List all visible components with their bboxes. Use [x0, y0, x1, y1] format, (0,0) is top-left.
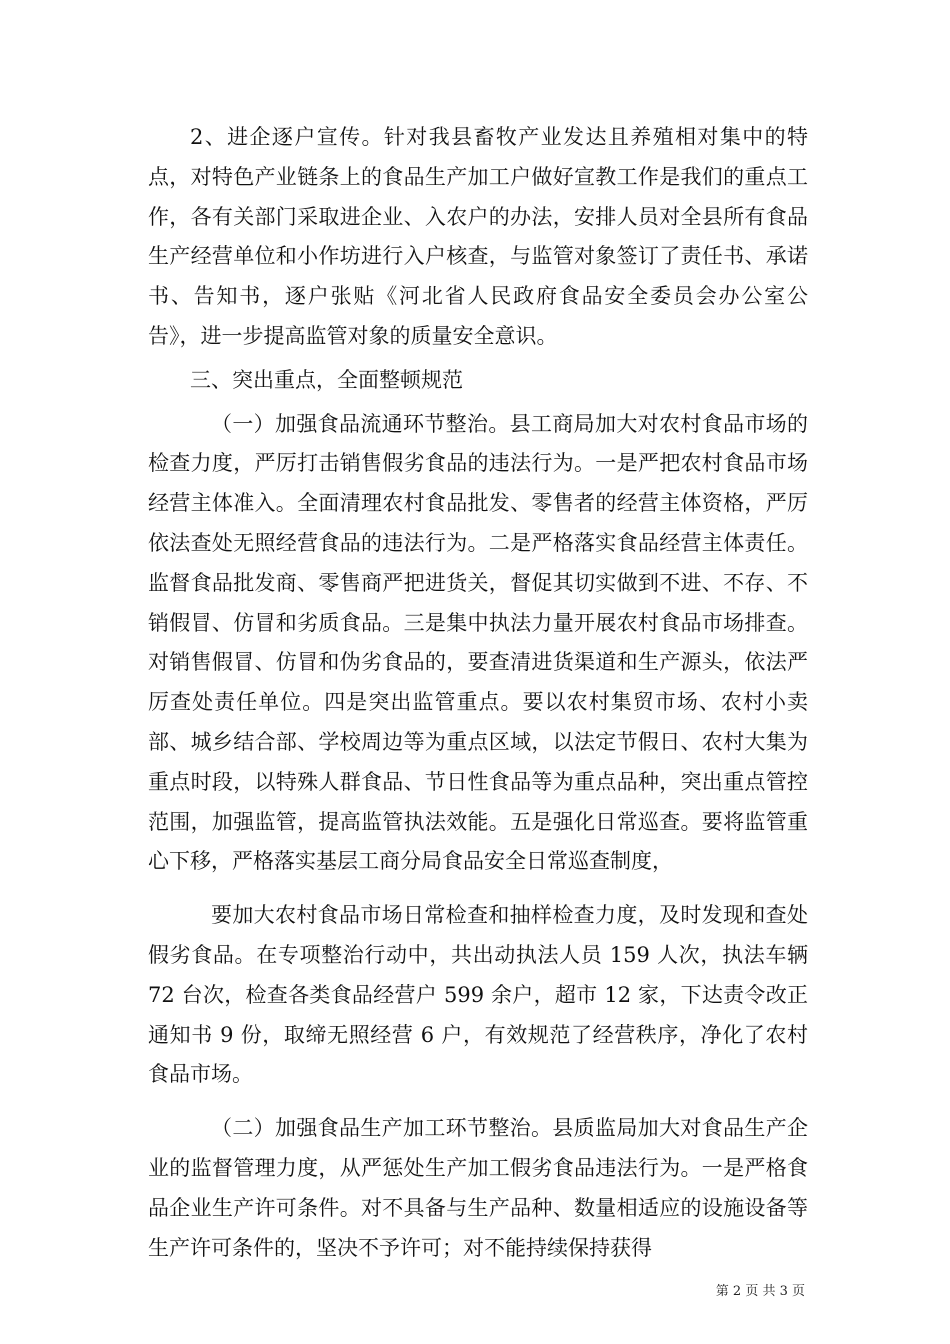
document-body: [148, 118, 808, 1268]
paragraph-circulation: （一）加强食品流通环节整治。县工商局加大对农村食品市场的检查力度，严厉打击销售假劣食品的违法行为。一是严把农村食品市场经营主体准入。全面清理农村食品批发、零售者的经营主体资格，严厉依法查处无照经营食品的违法行为。二是严格落实食品经营主体责任。监督食品批发商、零售商严把进货关，督促其切实做到不进、不存、不销假冒、仿冒和劣质食品。三是集中执法力量开展农村食品市场排查。对销售假冒、仿冒和伪劣食品的，要查清进货渠道和生产源头，依法严厉查处责任单位。四是突出监管重点。要以农村集贸市场、农村小卖部、城乡结合部、学校周边等为重点区域，以法定节假日、农村大集为重点时段，以特殊人群食品、节日性食品等为重点品种，突出重点管控范围，加强监管，提高监管执法效能。五是强化日常巡查。要将监管重心下移，严格落实基层工商分局食品安全日常巡查制度，: [148, 411, 808, 874]
paragraph-propaganda: 2、进企逐户宣传。针对我县畜牧产业发达且养殖相对集中的特点，对特色产业链条上的食品生产加工户做好宣教工作是我们的重点工作，各有关部门采取进企业、入农户的办法，安排人员对全县所有食品生产经营单位和小作坊进行入户核查，与监管对象签订了责任书、承诺书、告知书，逐户张贴《河北省人民政府食品安全委员会办公室公告》，进一步提高监管对象的质量安全意识。: [148, 125, 808, 348]
page-number: 第 2 页 共 3 页: [715, 1284, 805, 1299]
paragraph-inspection-results: 要加大农村食品市场日常检查和抽样检查力度，及时发现和查处假劣食品。在专项整治行动中，共出动执法人员 159 人次，执法车辆 72 台次，检查各类食品经营户 599 余户，超市 12 家，下达责令改正通知书 9 份，取缔无照经营 6 户，有效规范了经营秩序，净化了农村食品市场。: [148, 903, 808, 1087]
section-heading: 三、突出重点，全面整顿规范: [190, 367, 463, 392]
paragraph-production: （二）加强食品生产加工环节整治。县质监局加大对食品生产企业的监督管理力度，从严惩处生产加工假劣食品违法行为。一是严格食品企业生产许可条件。对不具备与生产品种、数量相适应的设施设备等生产许可条件的，坚决不予许可；对不能持续保持获得: [148, 1116, 808, 1260]
